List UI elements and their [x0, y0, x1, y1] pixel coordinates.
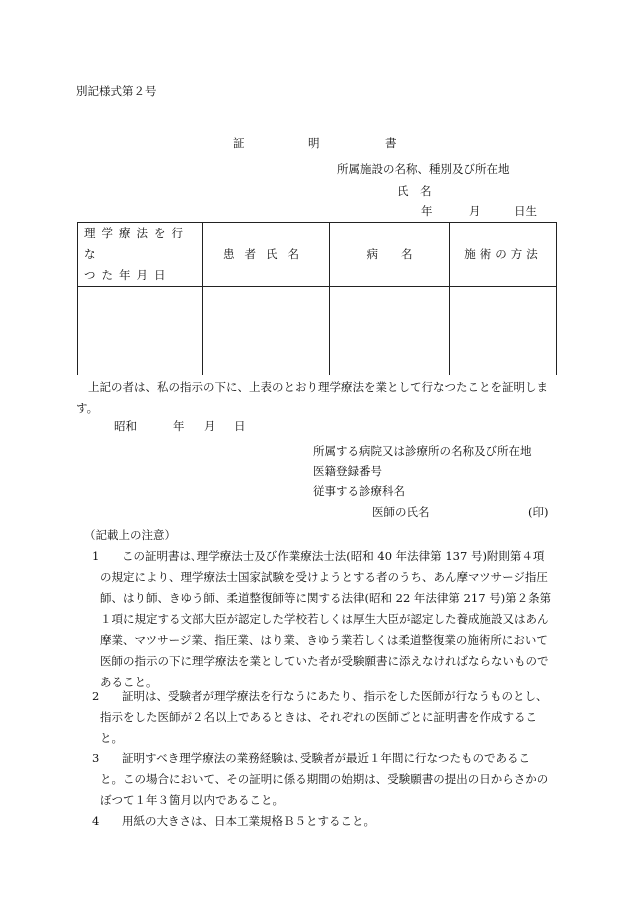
cell-treatment-date — [78, 287, 203, 376]
physician-department-label: 従事する診療科名 — [313, 484, 405, 498]
header-treatment-method: 施術の方法 — [450, 223, 557, 287]
note-item — [92, 748, 552, 811]
note-number: 1 — [92, 549, 100, 563]
form-number: 別記様式第２号 — [76, 84, 157, 98]
date-month: 月 — [204, 419, 216, 433]
header-disease: 病 名 — [330, 223, 450, 287]
note-item — [92, 546, 552, 693]
note-text: この証明書は､理学療法士及び作業療法士法(昭和 40 年法律第 137 号)附則第４項の規定により、理学療法士国家試験を受けようとする者のうち、あん摩マツサージ指圧師、はり師、きゆう師、柔道整復師等に関する法律(昭和 22 年法律第 217 号)第２条第１項に規定する文部大臣が認定した学校若しくは厚生大臣が認定した養成施設又はあん摩業、マツサージ業、指圧業、はり業、きゆう業若しくは柔道整復業の施術所において医師の指示の下に理学療法を業としていた者が受験願書に添えなければならないものであること。 — [100, 549, 552, 689]
date-day: 日 — [234, 419, 246, 433]
note-item — [92, 811, 552, 832]
physician-hospital-label: 所属する病院又は診療所の名称及び所在地 — [313, 444, 532, 458]
table-header-row — [78, 223, 557, 287]
header-treatment-date-line2: つた年月日 — [84, 268, 172, 282]
table-row — [78, 287, 557, 376]
note-number: 4 — [92, 814, 100, 828]
date-year: 年 — [173, 419, 185, 433]
birth-day-label: 日生 — [514, 204, 537, 218]
title-char-1: 証 — [233, 136, 245, 150]
physician-seal: (印) — [528, 505, 549, 519]
note-text: 用紙の大きさは、日本工業規格Ｂ５とすること。 — [122, 814, 375, 828]
birth-month-label: 月 — [469, 204, 481, 218]
applicant-facility-label: 所属施設の名称、種別及び所在地 — [337, 162, 510, 176]
birth-year-label: 年 — [421, 204, 433, 218]
date-era: 昭和 — [114, 419, 137, 433]
treatment-table — [77, 222, 557, 375]
header-patient-name: 患者氏名 — [203, 223, 330, 287]
physician-registration-label: 医籍登録番号 — [313, 464, 382, 478]
note-text: 証明は、受験者が理学療法を行なうにあたり、指示をした医師が行なうものとし、指示をした医師が２名以上であるときは、それぞれの医師ごとに証明書を作成すること。 — [100, 689, 548, 745]
cell-patient-name — [203, 287, 330, 376]
physician-name-label: 医師の氏名 — [372, 505, 430, 519]
title-char-3: 書 — [385, 136, 397, 150]
note-number: 2 — [92, 689, 100, 703]
note-item — [92, 686, 552, 749]
note-text: 証明すべき理学療法の業務経験は､受験者が最近１年間に行なつたものであること。この場合において、その証明に係る期間の始期は、受験願書の提出の日からさかのぼつて１年３箇月以内であること。 — [100, 751, 549, 807]
statement-text: 上記の者は、私の指示の下に、上表のとおり理学療法を業として行なつたことを証明します。 — [76, 380, 548, 415]
title-char-2: 明 — [308, 136, 320, 150]
notes-heading: （記載上の注意） — [84, 528, 176, 542]
note-number: 3 — [92, 751, 100, 765]
cell-treatment-method — [450, 287, 557, 376]
applicant-name-label: 氏 名 — [397, 184, 432, 198]
cell-disease — [330, 287, 450, 376]
header-treatment-date-line1: 理学療法を行な — [84, 226, 189, 261]
header-treatment-date — [78, 223, 203, 287]
page-title — [0, 138, 630, 152]
